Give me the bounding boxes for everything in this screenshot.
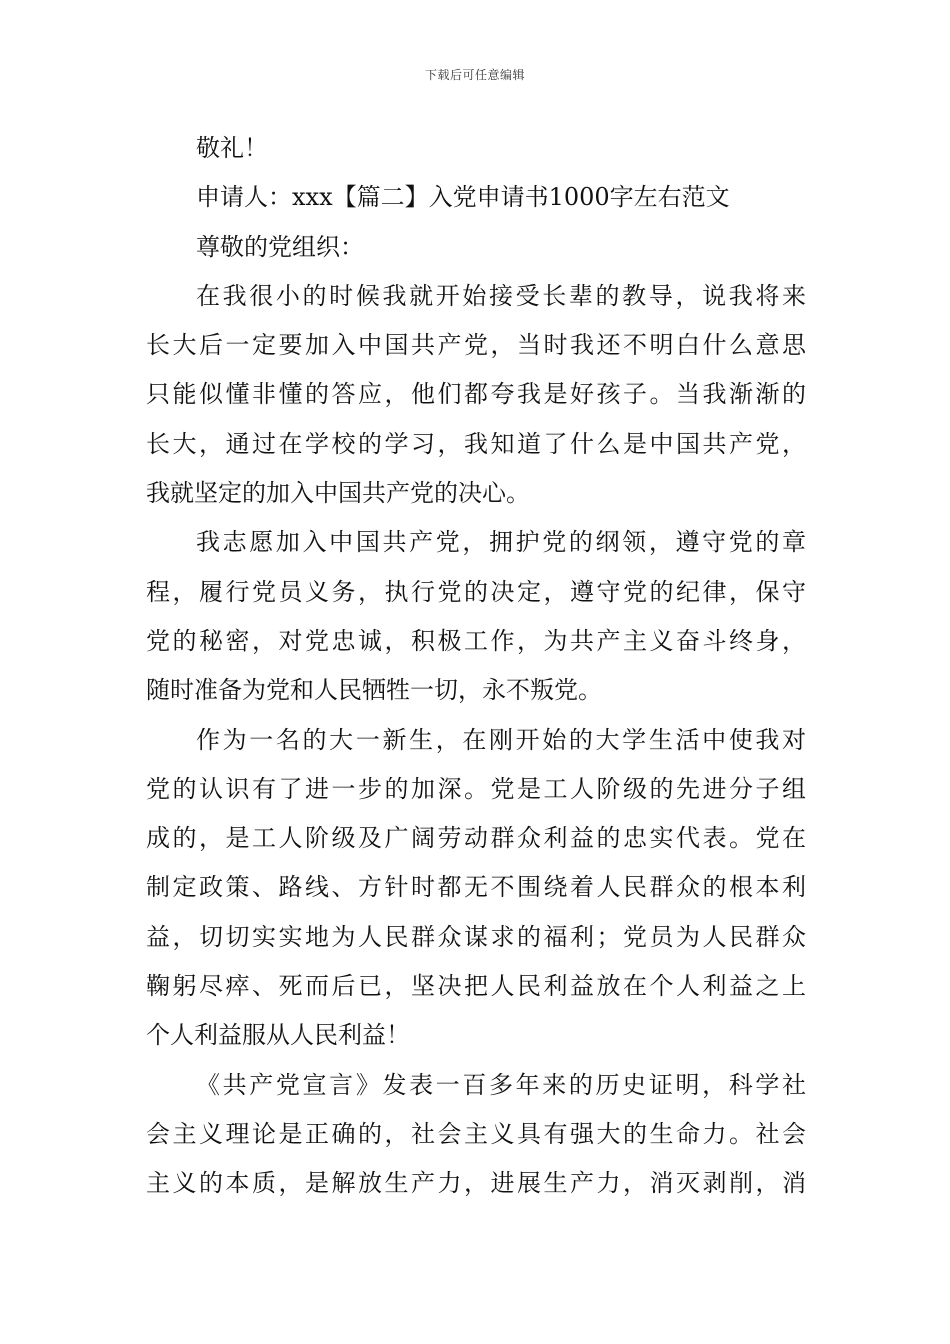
text-line: 长大后一定要加入中国共产党，当时我还不明白什么意思 <box>146 331 806 360</box>
text-line: 在我很小的时候我就开始接受长辈的教导，说我将来 <box>196 281 806 310</box>
text-line: 尊敬的党组织： <box>196 232 364 261</box>
document-body <box>146 124 806 1209</box>
text-line: 党的秘密，对党忠诚，积极工作，为共产主义奋斗终身， <box>146 626 806 655</box>
text-line: 制定政策、路线、方针时都无不围绕着人民群众的根本利 <box>146 873 806 902</box>
text-line: 我就坚定的加入中国共产党的决心。 <box>146 479 530 508</box>
text-line: 我志愿加入中国共产党，拥护党的纲领，遵守党的章 <box>196 528 806 557</box>
text-line: 申请人：xxx【篇二】入党申请书1000字左右范文 <box>196 183 730 212</box>
text-line: 敬礼！ <box>196 134 268 162</box>
text-line: 党的认识有了进一步的加深。党是工人阶级的先进分子组 <box>146 774 806 803</box>
text-line: 个人利益服从人民利益！ <box>146 1021 410 1050</box>
text-line: 鞠躬尽瘁、死而后已，坚决把人民利益放在个人利益之上 <box>146 972 806 1001</box>
text-line: 会主义理论是正确的，社会主义具有强大的生命力。社会 <box>146 1119 806 1148</box>
text-line: 主义的本质，是解放生产力，进展生产力，消灭剥削，消 <box>146 1169 806 1198</box>
text-line: 益，切切实实地为人民群众谋求的福利；党员为人民群众 <box>146 922 806 951</box>
text-line: 随时准备为党和人民牺牲一切，永不叛党。 <box>146 676 602 705</box>
text-line: 《共产党宣言》发表一百多年来的历史证明，科学社 <box>196 1070 806 1099</box>
page-header: 下载后可任意编辑 <box>424 68 525 82</box>
text-line: 长大，通过在学校的学习，我知道了什么是中国共产党， <box>146 429 806 458</box>
text-line: 只能似懂非懂的答应，他们都夸我是好孩子。当我渐渐的 <box>146 380 806 409</box>
text-line: 程，履行党员义务，执行党的决定，遵守党的纪律，保守 <box>146 577 806 606</box>
text-line: 成的，是工人阶级及广阔劳动群众利益的忠实代表。党在 <box>146 824 806 853</box>
text-line: 作为一名的大一新生，在刚开始的大学生活中使我对 <box>196 725 806 754</box>
